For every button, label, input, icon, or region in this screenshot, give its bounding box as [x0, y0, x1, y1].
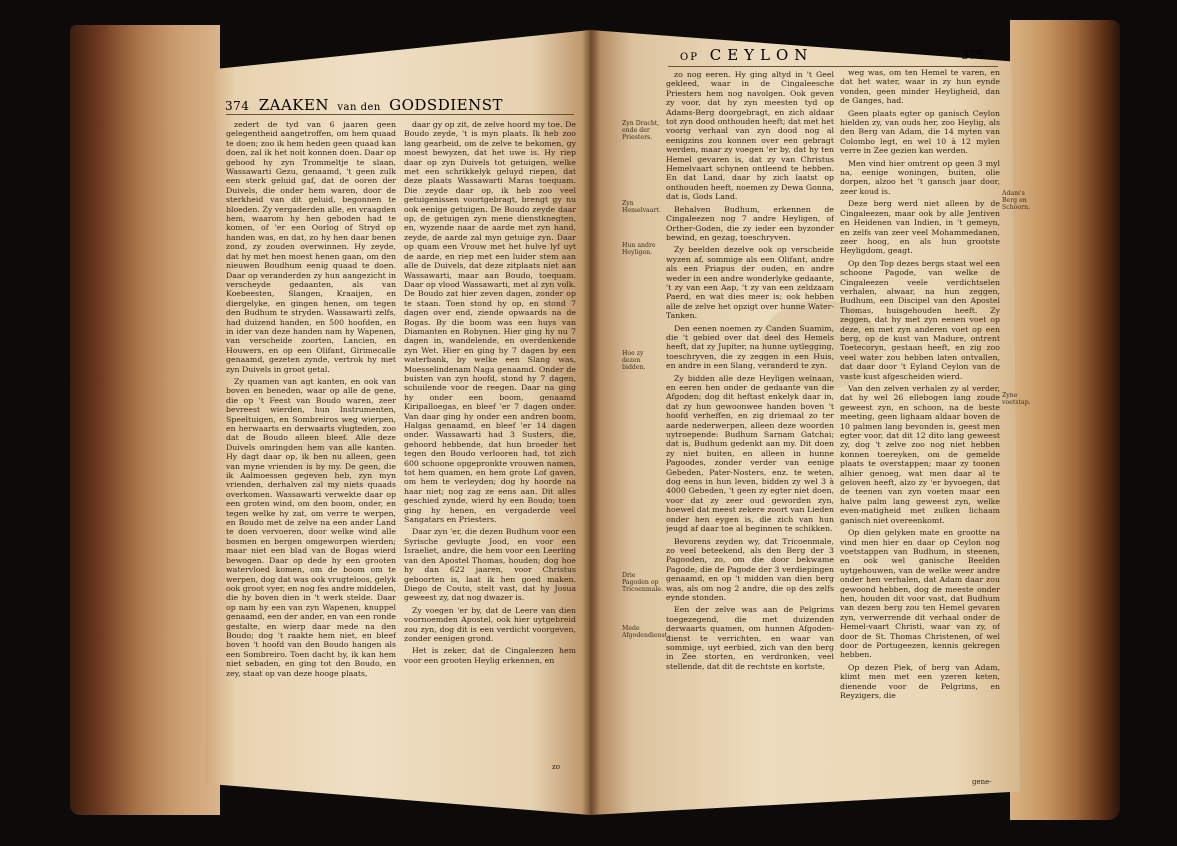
left-running-header [225, 96, 575, 116]
right-page-number: 375 [961, 48, 984, 62]
left-column-1 [226, 120, 396, 760]
sidenote-footprint: Zyne voetstap. [1002, 392, 1031, 407]
left-header-word2: van den [337, 102, 381, 113]
sidenote-saints: Hun andre Heyligen. [622, 242, 656, 257]
left-header-rule [226, 114, 574, 115]
paragraph: zedert de tyd van 6 jaaren geen gelegentheid aangetroffen, om hem quaad te doen; zoo ik hem heden geen quaad kan doen, zal ik het noit konnen doen. Daar op gebood hy zyn Trommeltje te slaan, Wassawarti Gezu, genaamd, 't geen zulk een sterk geluid gaf, dat de ooren der Duivels, die onder hem waren, door de sterkheid van dit geluid, begonnen te bloeden. Zy vergaderden alle, en vraagden hem, waarom hy hen geboden had te komen, of 'er een Oorlog of Stryd op handen was, en dat, zo hy hen daar benen zond, zy zouden overwinnen. Hy zeyde, dat hy met hen moest henen gaan, om den nieuwen Boudhum eenig quaad te doen. Daar op veranderden zy hun aangezicht in verscheyde gedaanten, als van Koebeesten, Slangen, Kraaijen, en diergelyke, en gingen henen, om tegen den Budhum te stryden. Wassawarti zelfs, had duizend handen, en 500 hoofden, en in ider van deze handen nam hy Wapenen, van verscheide zoorten, Lancien, en Houwers, en op een Olifant, Girimecalle genaamd, gezeten zynde, vertrok hy met zyn Duivels in groot getal. [226, 120, 396, 374]
paragraph: Den eenen noemen zy Canden Suamim, die 't gebied over dat deel des Hemels heeft, dat zy Jupiter, na hunne uytlegging, toeschryven, die zy zeggen in een Huis, en andre in een Slang, veranderd te zyn. [666, 323, 834, 371]
right-running-header [680, 46, 990, 66]
book-gutter [582, 30, 600, 815]
sidenote-prayer: Hoe zy dezen bidden. [622, 350, 646, 372]
left-header-word3: GODSDIENST [389, 96, 504, 114]
sidenote-adams-peak: Adam's Berg en Schoorn. [1002, 190, 1031, 212]
sidenote-pagodas: Drie Pagoden op Tricoenmale. [622, 572, 664, 594]
left-page-edges [70, 25, 220, 815]
paragraph: Het is zeker, dat de Cingaleezen hem voor een grooten Heylig erkennen, en [404, 646, 576, 665]
left-page-number: 374 [225, 99, 250, 113]
paragraph: Op dien gelyken mate en grootte na vind men hier en daar op Ceylon nog voetstappen van Budhum, in steenen, en ook wel ganische Beelden uytgehouwen, van de welke weer andre onder hen verhalen, dat Adam daar zou gewoond hebben, dog de meeste onder hen, houden dit voor vast, dat Budhum van dezen berg zou ten Hemel gevaren zyn, verwerrende dit verhaal onder de Hemel-vaart Christi, waar van zy, of door de St. Thomas Christenen, of wel door de Portugeezen, kennis gekregen hebben. [840, 528, 1000, 660]
sidenote-dress: Zyn Dracht, ende der Priesters. [622, 120, 660, 142]
left-catchword: zo [552, 763, 560, 771]
right-header-word2: CEYLON [709, 46, 814, 64]
paragraph: Een der zelve was aan de Pelgrims toegezegend, die met duizenden derwaarts quamen, om hunnen Afgoden-dienst te verrichten, en waar van sommige, uyt eerbied, zich van den berg in Zee storten, en verdronken, veel stellende, dat dit de rechtste en kortste, [666, 605, 834, 671]
paragraph: Geen plaats egter op ganisch Ceylon hielden zy, van ouds her, zoo Heylig, als den Berg van Adam, die 14 myten van Colombo legt, en wel 10 à 12 mylen verre in Zee gezien kan werden. [840, 108, 1000, 156]
sidenote-idolatry: Mede Afgodendienst. [622, 625, 670, 640]
paragraph: Daar zyn 'er, die dezen Budhum voor een Syrische gevlugte Jood, en voor een Israeliet, andre, die hem voor een Leerling van den Apostel Thomas, houden; dog hoe hy dan 622 jaaren, voor Christus geboorten is, laat ik hen goed maken. Diego de Couto, stelt vast, dat hy Josua geweest zy, dat nog dwazer is. [404, 527, 576, 603]
paragraph: Men vind hier omtrent op geen 3 myl na, eenige woningen, buiten, olie dorpen, alzoo het 't gansch jaar door, zeer koud is. [840, 158, 1000, 196]
paragraph: Van den zelven verhalen zy al verder, dat hy wel 26 ellebogen lang zoude geweest zyn, en schoon, na de beste meeting, geen lighaam aldaar boven de 10 palmen lang bevonden is, geest men egter voor, dat dit 12 dito lang geweest zy, dog 't zelve zoo nog niet hebben konnen toereyken, om de gemelde plaats te overstappen; maar zy toonen alhier genoeg, wat men daar al te geloven heeft, alzo zy 'er byvoegen, dat de teenen van zyn voeten maar een halve palm lang geweest zyn, welke even-matigheid met zulken lichaam ganisch niet overeenkomt. [840, 384, 1000, 525]
left-header-word1: ZAAKEN [258, 96, 330, 114]
right-header-rule [668, 66, 998, 67]
right-page-edges [1010, 20, 1120, 820]
right-column-1 [666, 70, 834, 790]
left-column-2 [404, 120, 576, 755]
paragraph: zo nog eeren. Hy ging altyd in 't Geel gekleed, waar in de Cingaleesche Priesters hem nog navolgen. Ook geven zy voor, dat hy zyn meesten tyd op Adams-Berg doorgebragt, en zich aldaar tot zyn dood onthouden heeft; dat met het voorig verhaal van zyn dood nog al eenigzins zou konnen over een gebragt werden, maar zy voegen 'er by, dat hy ten Hemel gevaren is, dat zy van Christus Hemelvaart schynen ontleend te hebben. En dat Land, daar hy zich laatst op onthouden heeft, noemen zy Dewa Gonna, dat is, Gods Land. [666, 70, 834, 202]
paragraph: Op dezen Piek, of berg van Adam, klimt men met een yzeren keten, dienende voor de Pelgrims, en Reyzigers, die [840, 662, 1000, 700]
paragraph: weg was, om ten Hemel te varen, en dat het water, waar in zy hun eynde vonden, geen minder Heyligheid, dan de Ganges, had. [840, 68, 1000, 106]
paragraph: Deze berg werd niet alleen by de Cingaleezen, maar ook by alle Jentiven en Heidenen van Indien, in 't gemeyn, en zelfs van zeer veel Mohammedanen, zeer hoog, en als hun grootste Heyligdom, geagt. [840, 199, 1000, 256]
paragraph: Zy bidden alle deze Heyligen welnaan, en eeren hen onder de gedaante van die Afgoden; dog dit heftast enkelyk daar in, dat zy hun gewoonwee handen boven 't hoofd verheffen, en zig driemaal zo ter aarde nederwerpen, alleen deze woorden uytroepende: Budhum Sarnam Gatchai; dat is, Budhum gedenkt aan my. Dit doen zy niet buiten, en alleen in hunne Pagoodes, zonder verder van eenige Gebeden, Pater-Nosters, enz. te weten, dog eens in hun leven, bidden zy wel 3 à 4000 Gebeden, 't geen zy egter niet doen, voor dat zy zeer oud geworden zyn, hoewel dat meest zekere zoort van Lieden onder hen eygen is, die zich van hun jeugd af daar toe al beginnen te schikken. [666, 373, 834, 534]
paragraph: Zy quamen van agt kanten, en ook van boven en beneden, waar op alle de gene, die op 't Feest van Boudo waren, zeer bevreest wierden, hun Instrumenten, Speeltuigen, en Sombreiros weg wierpen, en herwaarts en derwaarts vlugteden, zoo dat de Boudo alleen bleef. Alle deze Duivels omringden hem van alle kanten. Hy dagt daar op, ik ben nu alleen, geen van myne vrienden is by my. De geen, die ik Aalmoessen gegeven heb, zyn myn vrienden, derhalven zal my niets quaads overkomen. Wassawarti verwekte daar op een groten wind, om den boom, onder, en tegen welke hy zat, om verre te werpen, en Boudo met de zelve na een ander Land te doen vervoeren, door welke wind alle bosmen en bergen omgeworpen wierden; maar niet een blad van de Bogas wierd bewogen. Daar op dede hy een grooten watervloed komen, om de boom om te werpen, dog dat was ook vrugteloos, gelyk ook groot vyer, en nog fes andre middelen, die hy boven dien in 't werk stelde. Daar op nam hy een van zyn Wapenen, knuppel genaamd, een der ander, en van een ronde gestalte, en wierp daar mede na den Boudo; dog 't raakte hem niet, en bleef boven 't hoofd van den Boudo hangen als een Sombreiro. Toen dacht hy, ik kan hem niet sebaden, en ging tot den Boudo, en zey, staat op van deze hooge plaats, [226, 376, 396, 678]
paragraph: Zy beelden dezelve ook op verscheide wyzen af, sommige als een Olifant, andre als een Priapus der ouden, en andre weder in een andre wonderlyke gedaante, 't zy van een Aap, 't zy van een zeldzaam Paerd, en wat dies meer is; ook hebben alle de zelve het opzigt over hunne Water-Tanken. [666, 245, 834, 321]
right-catchword: gene- [972, 778, 992, 786]
paragraph: Bevorens zeyden wy, dat Tricoenmale, zo veel beteekend, als den Berg der 3 Pagooden, zo, om die door bekwame Pagode, die de Pagode der 3 verdiepingen genaamd, en op 't midden van dien berg was, als om nog 2 andre, die op des zelfs eynde stonden. [666, 536, 834, 602]
paragraph: Behalven Budhum, erkennen de Cingaleezen nog 7 andre Heyligen, of Orther-Goden, die zy ieder een byzonder bewind, en gezag, toeschryven. [666, 204, 834, 242]
paragraph: Op den Top dezes bergs staat wel een schoone Pagode, van welke de Cingaleezen veele verdichtselen verhalen, alwaar, na hun zeggen, Budhum, een Discipel van den Apostel Thomas, huisgehouden heeft. Zy zeggen, dat hy met zyn eenen voet op deze, en met zyn anderen voet op een berg, op de kust van Madure, ontrent Toetecoryn, gestaan heeft, en zig zoo veel water zou hebben laten ontvallen, dat daar door 't Eyland Ceylon van de vaste kust afgescheiden wierd. [840, 258, 1000, 381]
right-header-word1: OP [680, 52, 699, 63]
right-column-2 [840, 68, 1000, 778]
sidenote-ascension: Zyn Hemelvaart. [622, 200, 661, 215]
paragraph: Zy voegen 'er by, dat de Leere van dien voornoemden Apostel, ook hier uytgebreid zou zyn, dog dit is een verdicht voorgeven, zonder eenigen grond. [404, 605, 576, 643]
paragraph: daar gy op zit, de zelve hoord my toe. De Boudo zeyde, 't is myn plaats. Ik heb zoo lang gearbeid, om de zelve te bekomen, gy moest bewyzen, dat het uwe is. Hy riep daar op zyn Duivels tot getuigen, welke met een schrikkelyk geluyd riepen, dat deze plaats Wassawarti Maras toequam. Die zeyde daar op, ik heb zoo veel getuigenissen voortgebragt, brengt gy nu ook eenige getuigen. De Boudo zeyde daar op, de getuigen zyn mene dienstknegten, en, wyzende naar de aarde met zyn hand, zeyde, de aarde zal myn getuige zyn. Daar op quam een Vrouw met het hulve lyf uyt de aarde, en riep met een luider stem aan alle de Duivels, dat deze zitplaats niet aan Wassawarti, maar aan Boudo, toequam. Daar op vlood Wassawarti, met al zyn volk. De Boudo zat hier zeven dagen, zonder op te staan. Toen stond hy op, en stond 7 dagen over end, ziende opwaards na de Bogas. By die boom was een huys van Diamanten en Robynen. Hier ging hy nu 7 dagen in, wandelende, en overdenkende zyn Wet. Hier en ging hy 7 dagen by een waterbank, by welke een Slang was, Moesselindenam Naga genaamd. Onder de buisten van zyn hoofd, stond hy 7 dagen, schuilende voor de reegen. Daar na ging hy onder een boom, genaamd Kiripalloegas, en bleef 'er 7 dagen onder. Van daar ging hy onder een andren boom, Halgas genaamd, en bleef 'er 14 dagen onder. Wassawarti had 3 Susters, die, gehoord hebbende, dat hun broeder het tegen den Boudo verlooren had, tot zich 600 schoone opgepronkte vrouwen namen, tot hem quamen, en hem grote Lof gaven, om hem te verleyden; dog hy hoorde na haar niet; nog zag ze eens aan. Dit alles geschied zynde, wierd hy een Boudo; toen ging hy henen, en vergaderde veel Sangatars en Priesters. [404, 120, 576, 525]
